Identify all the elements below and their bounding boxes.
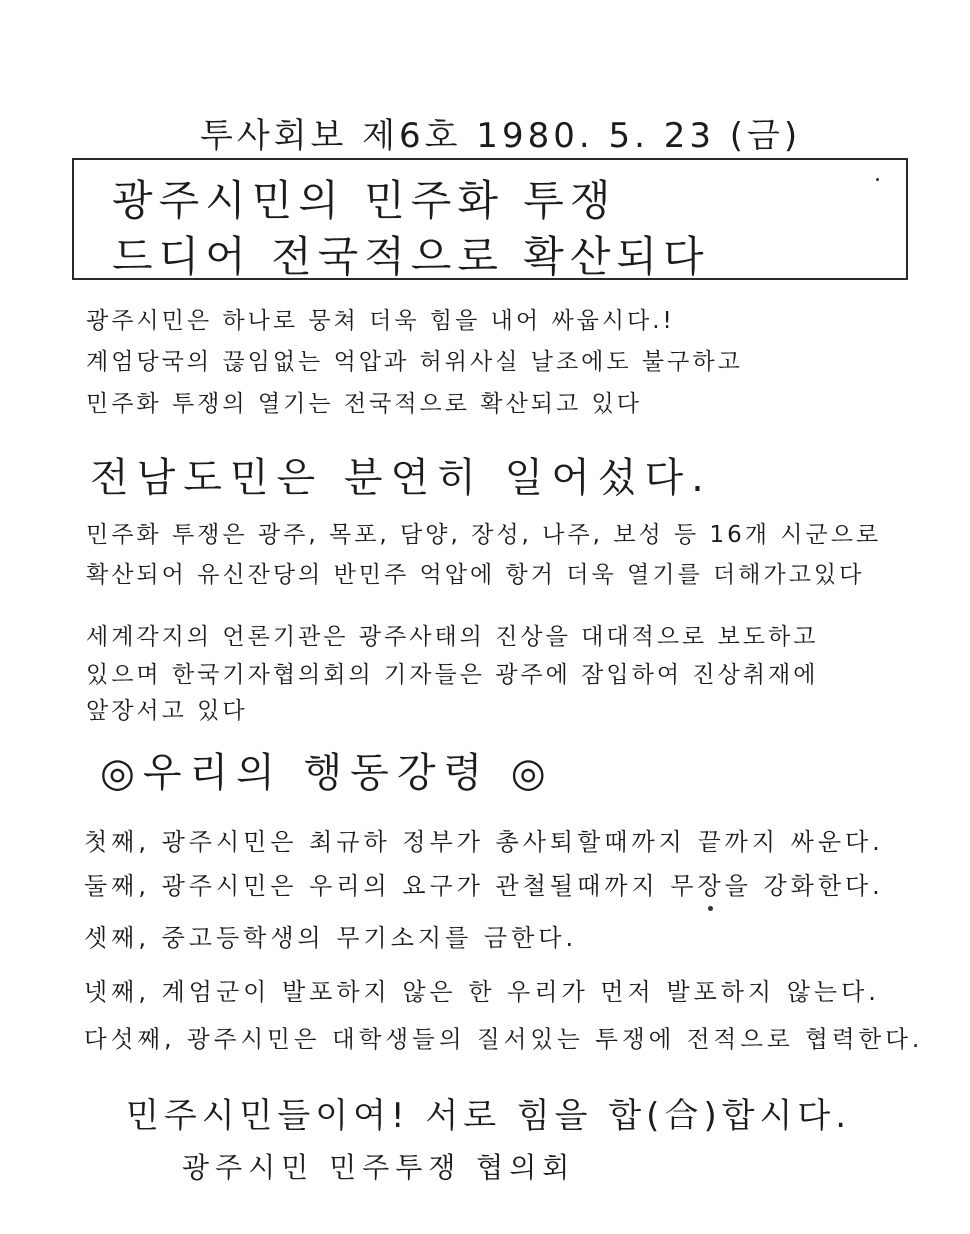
section-1-line-1: 민주화 투쟁은 광주, 목포, 담양, 장성, 나주, 보성 등 16개 시군으로	[86, 522, 882, 548]
intro-line-1: 광주시민은 하나로 뭉쳐 더욱 힘을 내어 싸웁시다.!	[86, 308, 675, 334]
action-item-3: 셋째, 중고등학생의 무기소지를 금한다.	[84, 924, 578, 952]
action-item-4: 넷째, 계엄군이 발포하지 않은 한 우리가 먼저 발포하지 않는다.	[84, 978, 880, 1006]
headline-line-2: 드디어 전국적으로 확산되다	[112, 232, 710, 281]
action-item-1: 첫째, 광주시민은 최규하 정부가 총사퇴할때까지 끝까지 싸운다.	[84, 828, 884, 856]
signature: 광주시민 민주투쟁 협의회	[182, 1151, 576, 1184]
ink-speck	[708, 906, 713, 911]
masthead: 투사회보 제6호 1980. 5. 23 (금)	[200, 116, 802, 156]
section-2-line-1: 세계각지의 언론기관은 광주사태의 진상을 대대적으로 보도하고	[86, 624, 819, 650]
headline-line-1: 광주시민의 민주화 투쟁	[112, 176, 617, 225]
closing-slogan: 민주시민들이여! 서로 힘을 합(合)합시다.	[126, 1096, 852, 1136]
action-item-5: 다섯째, 광주시민은 대학생들의 질서있는 투쟁에 전적으로 협력한다.	[84, 1025, 924, 1053]
ink-speck	[876, 178, 879, 181]
action-item-2: 둘째, 광주시민은 우리의 요구가 관철될때까지 무장을 강화한다.	[84, 872, 884, 900]
intro-line-3: 민주화 투쟁의 열기는 전국적으로 확산되고 있다	[86, 391, 642, 417]
section-2-line-3: 앞장서고 있다	[86, 698, 248, 724]
section-2-line-2: 있으며 한국기자협의회의 기자들은 광주에 잠입하여 진상취재에	[86, 662, 819, 688]
intro-line-2: 계엄당국의 끊임없는 억압과 허위사실 날조에도 불구하고	[86, 349, 743, 375]
section-1-line-2: 확산되어 유신잔당의 반민주 억압에 항거 더욱 열기를 더해가고있다	[86, 562, 865, 588]
section-1-title: 전남도민은 분연히 일어섰다.	[90, 455, 712, 501]
action-plan-title: ◎우리의 행동강령 ◎	[100, 750, 554, 796]
